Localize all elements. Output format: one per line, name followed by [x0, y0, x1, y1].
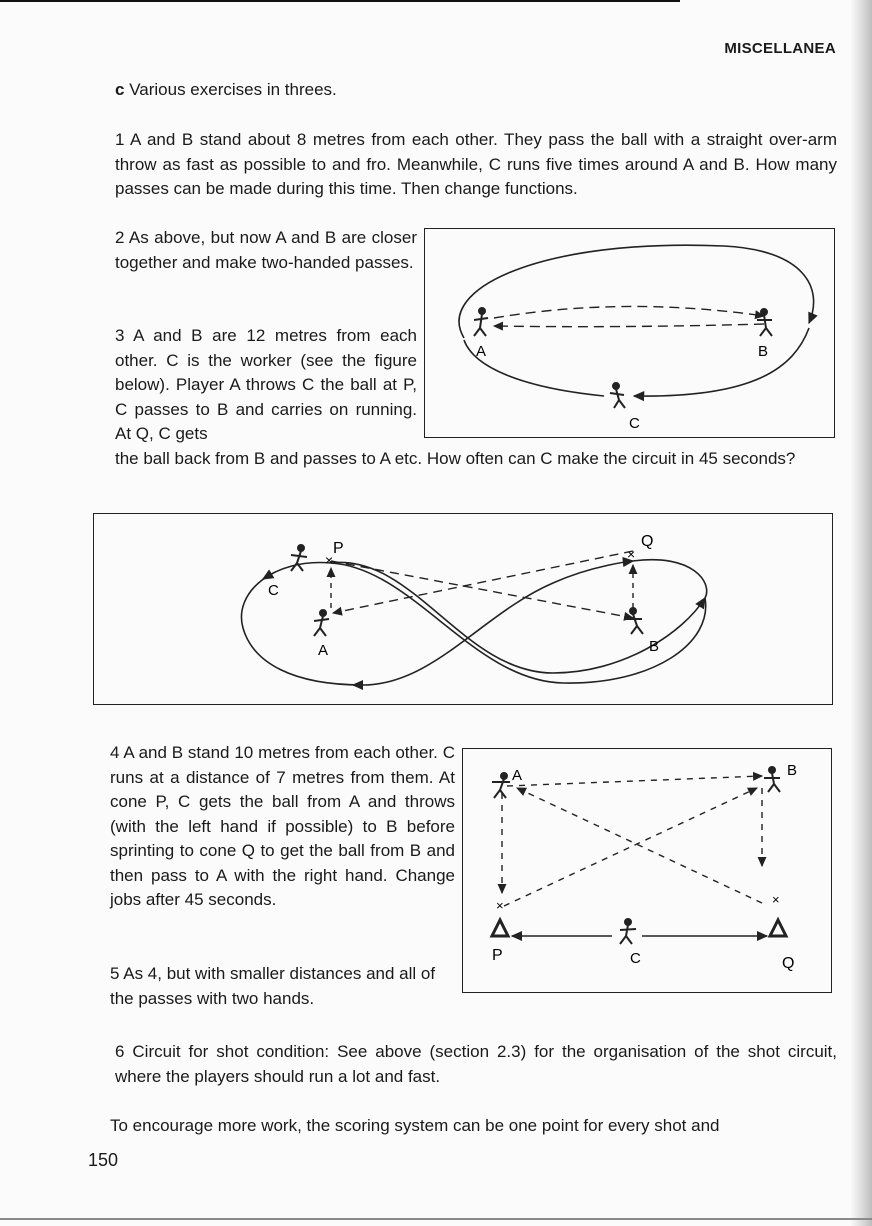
fig2-player-c [291, 545, 307, 571]
fig2-label-q: Q [641, 533, 654, 550]
cone-p [492, 920, 508, 936]
figure-1-diagram [424, 228, 835, 438]
fig3-label-b: B [787, 762, 798, 779]
top-rule [0, 0, 680, 2]
fig2-player-a [314, 610, 329, 636]
figure-3-diagram [462, 748, 832, 993]
page-edge-shadow [850, 0, 872, 1226]
paragraph-6: 6 Circuit for shot condition: See above (section 2.3) for the organisation of the shot circuit, where the players should run a lot and fast. [115, 1042, 837, 1086]
figure-2-diagram [93, 513, 833, 705]
section-heading [115, 78, 837, 103]
fig3-player-b [764, 767, 780, 792]
fig2-marker-p: × [325, 552, 334, 568]
paragraph-2: 2 As above, but now A and B are closer together and make two-handed passes. [115, 228, 417, 272]
fig3-marker-p: × [496, 898, 504, 913]
fig3-label-c: C [630, 950, 641, 967]
fig2-player-b [627, 608, 643, 634]
fig3-label-q: Q [782, 955, 795, 972]
page-number: 150 [88, 1150, 119, 1170]
fig1-label-c: C [629, 415, 640, 432]
fig1-label-a: A [476, 343, 487, 360]
fig2-label-p: P [333, 540, 344, 557]
fig2-label-a: A [318, 642, 329, 659]
bottom-rule [0, 1218, 872, 1220]
paragraph-3-part-1: 3 A and B are 12 metres from each other. C is the worker (see the figure below). Player A throws C the ball at P, C passes to B and carries on running. At Q, C gets [115, 326, 417, 443]
paragraph-4: 4 A and B stand 10 metres from each other. C runs at a distance of 7 metres from them. At cone P, C gets the ball from A and throws (with the left hand if possible) to B before sprinting to cone Q to get the ball from B and then pass to A with the right hand. Change jobs after 45 seconds. [110, 743, 455, 909]
running-header: MISCELLANEA [724, 40, 836, 57]
fig2-label-c: C [268, 582, 279, 599]
paragraph-5: 5 As 4, but with smaller distances and all of the passes with two hands. [110, 964, 436, 1008]
section-title: Various exercises in threes. [129, 80, 337, 99]
player-a-figure [474, 308, 488, 336]
fig1-label-b: B [758, 343, 769, 360]
paragraph-1: 1 A and B stand about 8 metres from each other. They pass the ball with a straight over-arm throw as fast as possible to and fro. Meanwhile, C runs five times around A and B. How many passes can be made during this time. Then change functions. [115, 130, 837, 198]
player-c-figure [610, 383, 625, 408]
paragraph-3-part-2: the ball back from B and passes to A etc. How often can C make the circuit in 45 seconds? [115, 449, 796, 468]
fig2-label-b: B [649, 638, 660, 655]
fig3-marker-q: × [772, 892, 780, 907]
fig3-player-c [620, 919, 636, 944]
paragraph-7: To encourage more work, the scoring system can be one point for every shot and [110, 1116, 720, 1135]
section-letter: c [115, 80, 125, 99]
fig3-label-p: P [492, 947, 503, 964]
player-b-figure [757, 309, 772, 336]
fig2-marker-q: × [627, 546, 636, 562]
fig3-label-a: A [512, 767, 523, 784]
cone-q [770, 920, 786, 936]
